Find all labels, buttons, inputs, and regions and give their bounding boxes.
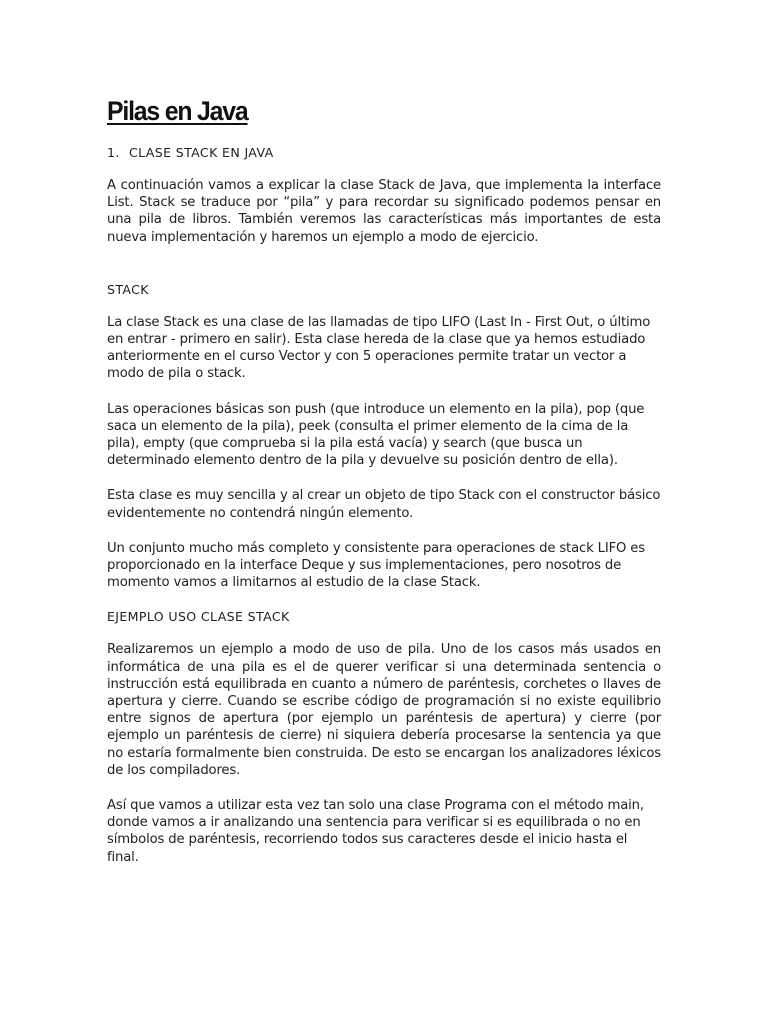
section-heading-text: CLASE STACK EN JAVA — [129, 145, 274, 160]
section-number: 1. — [107, 145, 120, 160]
section-heading-stack: STACK — [107, 281, 149, 297]
document-title: Pilas en Java — [107, 96, 248, 126]
paragraph-constructor: Esta clase es muy sencilla y al crear un objeto de tipo Stack con el constructor básico evidentemente no contendrá ningún elemento. — [107, 488, 661, 521]
paragraph-lifo: La clase Stack es una clase de las llamadas de tipo LIFO (Last In - First Out, o último en entrar - primero en salir). Esta clase hereda de la clase que ya hemos estudiado anteriormente en el curso Vector y con 5 operaciones permite tratar un vector a modo de pila o stack. — [107, 314, 651, 382]
paragraph-example: Realizaremos un ejemplo a modo de uso de pila. Uno de los casos más usados en informática de una pila es el de querer verificar si una determinada sentencia o instrucción está equilibrada en cuanto a número de paréntesis, corchetes o llaves de apertura y cierre. Cuando se escribe código de programación si no existe equilibrio entre signos de apertura (por ejemplo un paréntesis de apertura) y cierre (por ejemplo un paréntesis de cierre) ni siquiera debería procesarse la sentencia ya que no estaría formalmente bien construida. De esto se encargan los analizadores léxicos de los compiladores. — [107, 642, 661, 778]
paragraph-operations: Las operaciones básicas son push (que introduce un elemento en la pila), pop (que saca un elemento de la pila), peek (consulta el primer elemento de la cima de la pila), empty (que comprueba si la pila está vacía) y search (que busca un determinado elemento dentro de la pila y devuelve su posición dentro de ella). — [107, 401, 645, 469]
section-heading-ejemplo: EJEMPLO USO CLASE STACK — [107, 609, 290, 625]
document-page — [107, 96, 661, 866]
section-heading-clase-stack — [107, 145, 661, 161]
paragraph-deque: Un conjunto mucho más completo y consistente para operaciones de stack LIFO es proporcionado en la interface Deque y sus implementaciones, pero nosotros de momento vamos a limitarnos al estudio de la clase Stack. — [107, 540, 645, 591]
paragraph-programa: Así que vamos a utilizar esta vez tan solo una clase Programa con el método main, donde vamos a ir analizando una sentencia para verificar si es equilibrada o no en símbolos de paréntesis, recorriendo todos sus caracteres desde el inicio hasta el final. — [107, 798, 644, 865]
paragraph-intro: A continuación vamos a explicar la clase Stack de Java, que implementa la interface List. Stack se traduce por “pila” y para recordar su significado podemos pensar en una pila de libros. También veremos las características más importantes de esta nueva implementación y haremos un ejemplo a modo de ejercicio. — [107, 178, 661, 245]
